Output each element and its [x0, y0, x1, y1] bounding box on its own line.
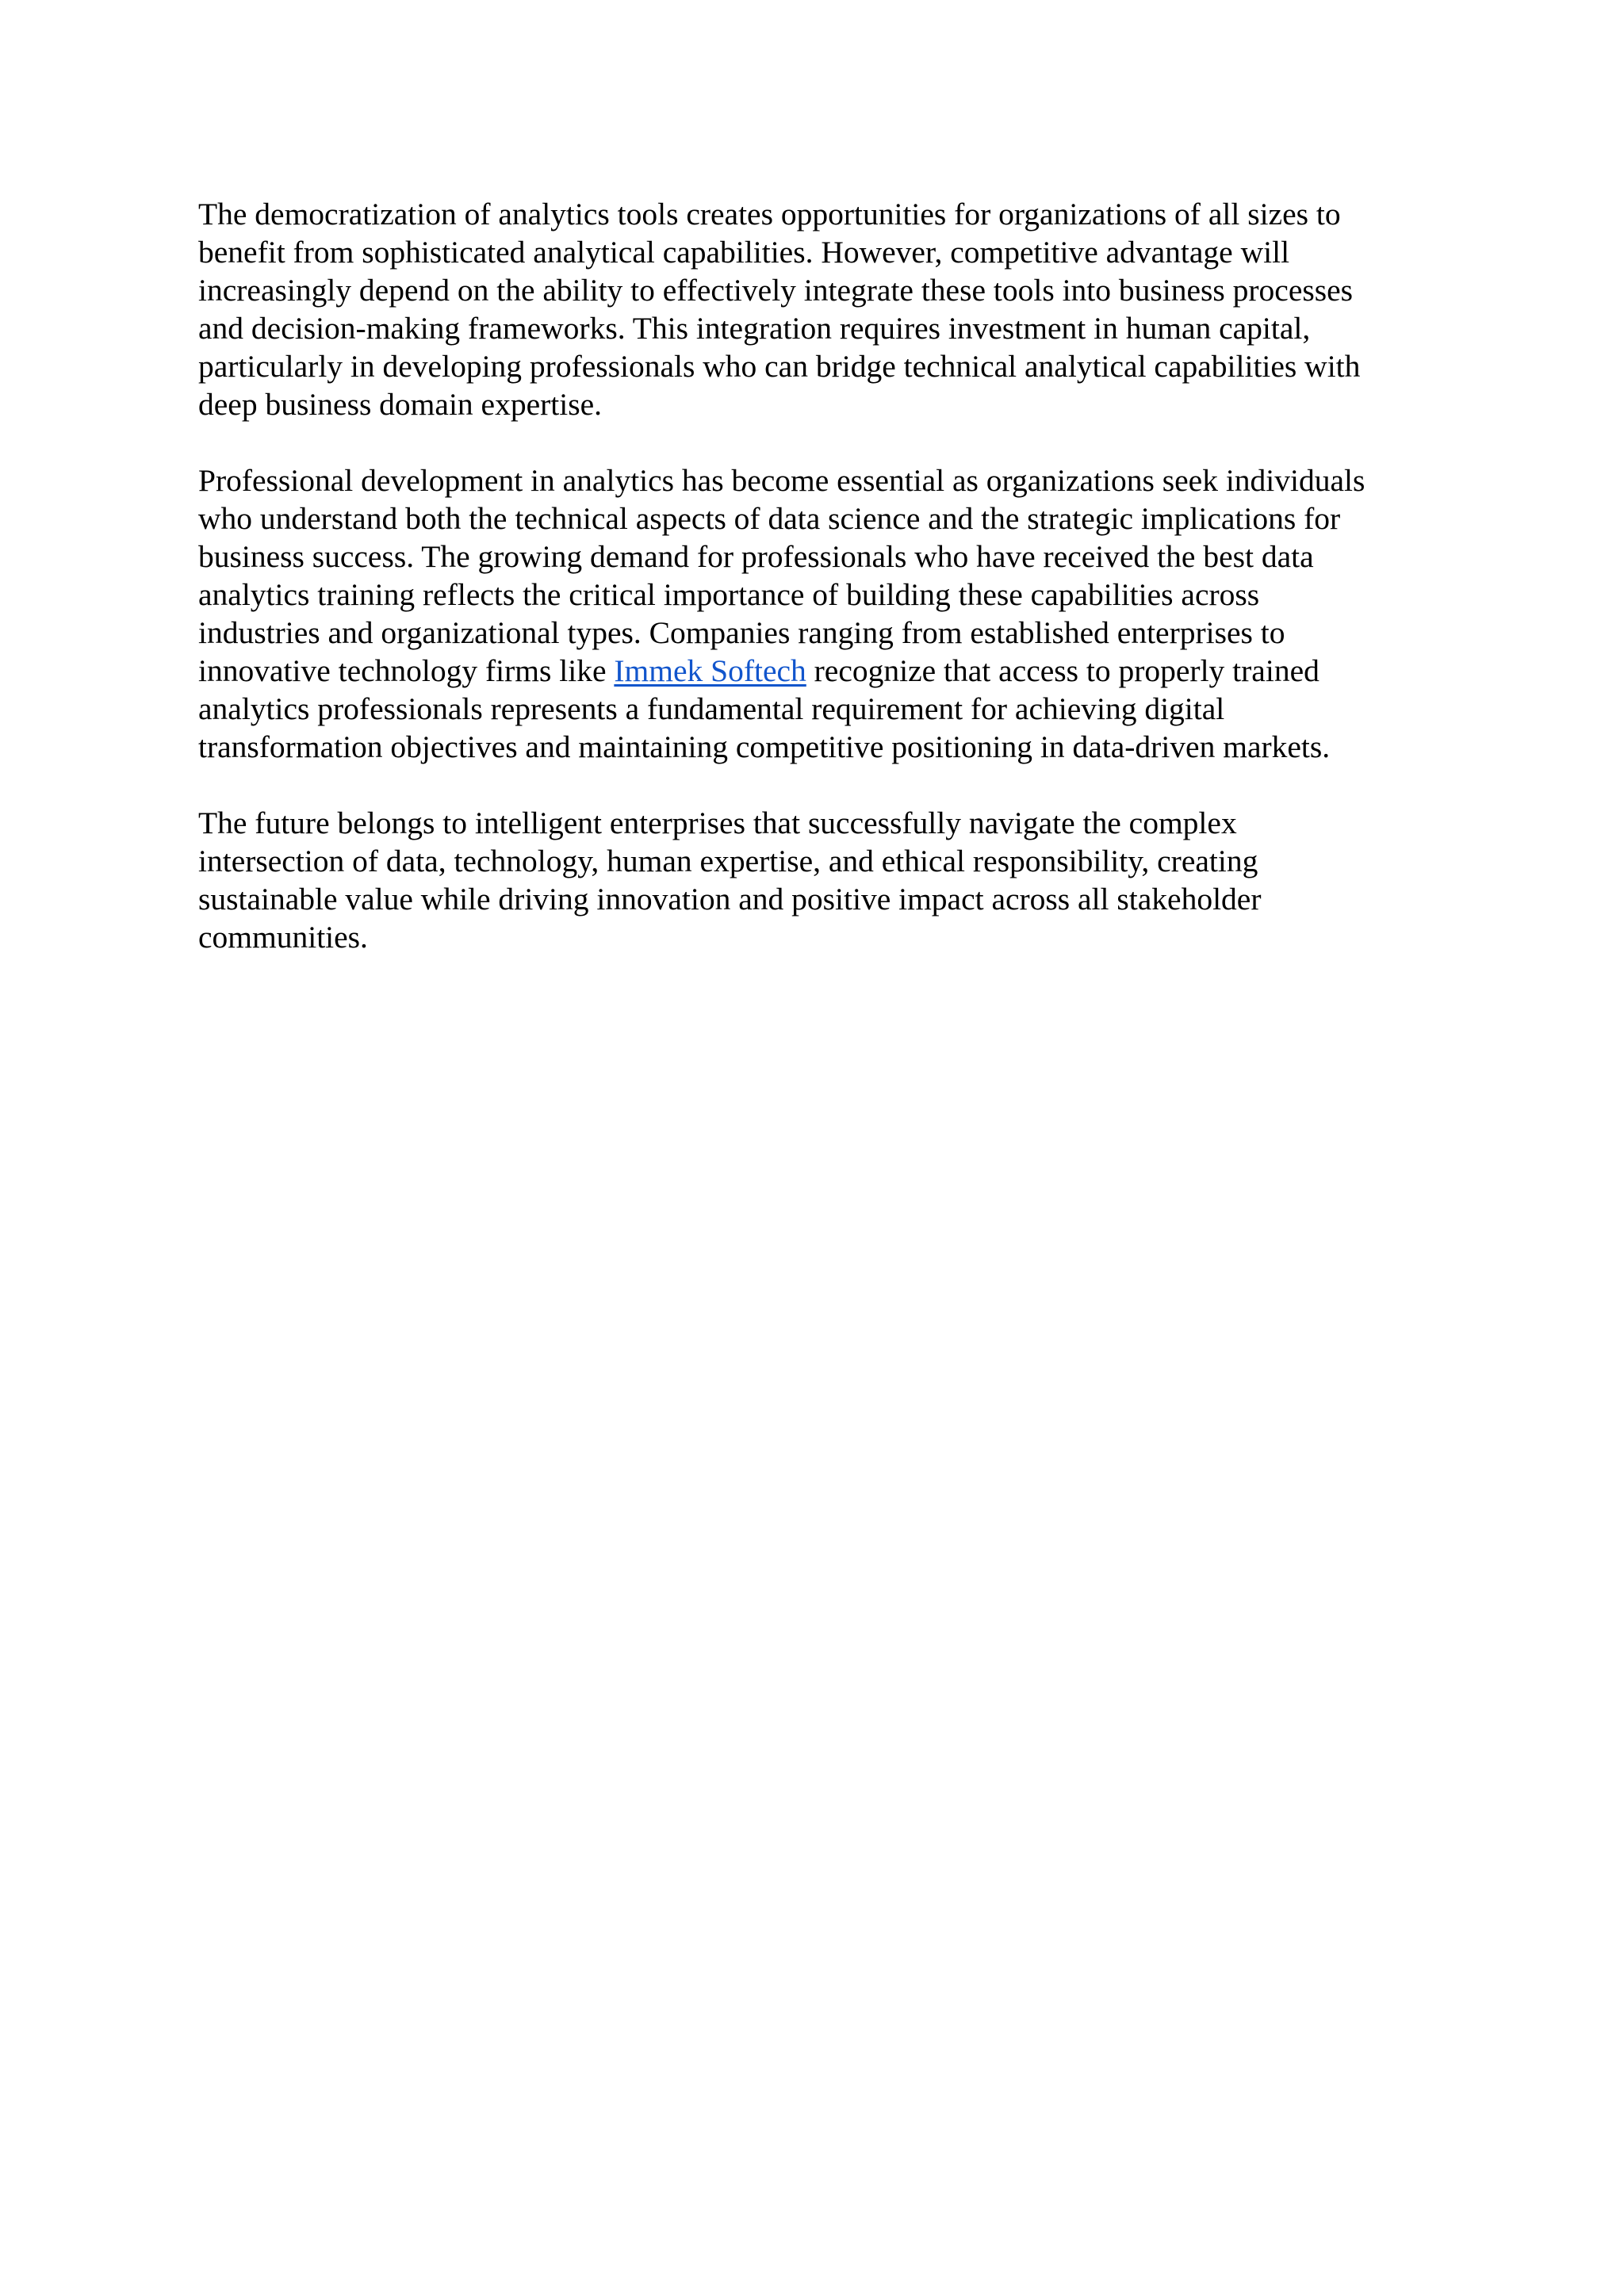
text-line: Professional development in analytics has become essential as organizations seek individuals [198, 463, 1365, 498]
text-line: deep business domain expertise. [198, 387, 602, 422]
text-line: transformation objectives and maintaining competitive positioning in data-driven markets. [198, 729, 1331, 764]
text-line: who understand both the technical aspects of data science and the strategic implications for [198, 501, 1341, 536]
text-line: benefit from sophisticated analytical capabilities. However, competitive advantage will [198, 235, 1290, 270]
document-body [198, 195, 1435, 994]
text-line: sustainable value while driving innovation and positive impact across all stakeholder [198, 882, 1262, 916]
text-line-with-link [198, 652, 1435, 690]
text-line: The democratization of analytics tools creates opportunities for organizations of all sizes to [198, 197, 1341, 232]
text-line: The future belongs to intelligent enterprises that successfully navigate the complex [198, 806, 1237, 840]
paragraph-future [198, 804, 1435, 956]
paragraph-professional-development [198, 461, 1435, 766]
text-line: industries and organizational types. Companies ranging from established enterprises to [198, 615, 1285, 650]
text-segment: recognize that access to properly trained [806, 653, 1320, 688]
text-line: business success. The growing demand for professionals who have received the best data [198, 539, 1314, 574]
immek-softech-link[interactable]: Immek Softech [614, 653, 806, 688]
text-line: analytics professionals represents a fundamental requirement for achieving digital [198, 691, 1225, 726]
text-line: particularly in developing professionals who can bridge technical analytical capabilities with [198, 349, 1361, 384]
text-line: and decision-making frameworks. This integration requires investment in human capital, [198, 311, 1311, 346]
text-segment: innovative technology firms like [198, 653, 615, 688]
text-line: increasingly depend on the ability to effectively integrate these tools into business processes [198, 273, 1354, 308]
text-line: analytics training reflects the critical importance of building these capabilities across [198, 577, 1260, 612]
text-line: communities. [198, 920, 368, 955]
text-line: intersection of data, technology, human expertise, and ethical responsibility, creating [198, 844, 1258, 878]
paragraph-democratization [198, 195, 1435, 423]
